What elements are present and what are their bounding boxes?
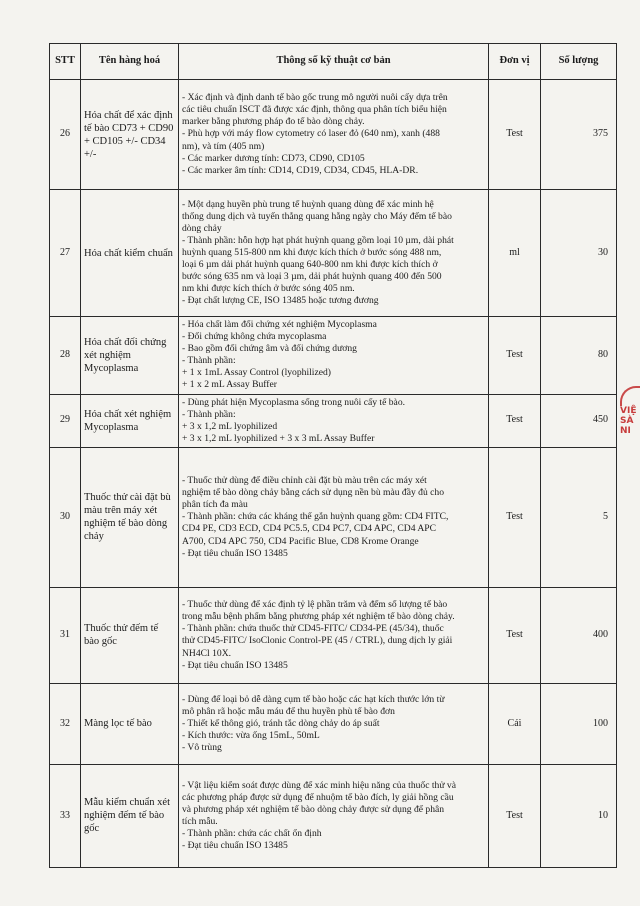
- row-spec: [179, 447, 489, 587]
- row-qty: 30: [541, 190, 617, 317]
- row-spec: [179, 317, 489, 395]
- spec-line: phân tích đa màu: [182, 499, 248, 511]
- row-stt: 33: [50, 764, 81, 867]
- spec-line: CD4 PE, CD3 ECD, CD4 PC5.5, CD4 PC7, CD4 APC, CD4 APC: [182, 523, 437, 535]
- spec-line: - Các marker dương tính: CD73, CD90, CD105: [182, 152, 365, 164]
- row-qty: 400: [541, 587, 617, 683]
- red-stamp: [620, 386, 640, 482]
- spec-line: - Phù hợp với máy flow cytometry có laser đỏ (640 nm), xanh (488: [182, 128, 440, 140]
- table-row: [50, 587, 617, 683]
- row-item-name: Thuốc thử cài đặt bù màu trên máy xét nghiệm tế bào dòng chảy: [81, 447, 179, 587]
- row-spec: [179, 764, 489, 867]
- spec-line: các tiêu chuẩn ISCT đã được xác định, thông qua phân tích biểu hiện: [182, 104, 447, 116]
- row-qty: 5: [541, 447, 617, 587]
- spec-line: tích mẫu.: [182, 815, 218, 827]
- spec-line: nghiệm tế bào dòng chảy bằng cách sử dụng nền bù màu đầy đủ cho: [182, 487, 445, 499]
- table-row: [50, 764, 617, 867]
- spec-line: - Đối chứng không chứa mycoplasma: [182, 331, 327, 343]
- spec-line: - Vô trùng: [182, 742, 222, 754]
- row-unit: Test: [489, 764, 541, 867]
- row-qty: 375: [541, 80, 617, 190]
- row-stt: 30: [50, 447, 81, 587]
- row-qty: 100: [541, 683, 617, 764]
- spec-line: - Thành phần: chứa thuốc thử CD45-FITC/ CD34-PE (45/34), thuốc: [182, 623, 444, 635]
- row-unit: Test: [489, 317, 541, 395]
- table-row: [50, 80, 617, 190]
- spec-line: A700, CD4 APC 750, CD4 Pacific Blue, CD8 Krome Orange: [182, 535, 419, 547]
- row-item-name: Hóa chất xét nghiệm Mycoplasma: [81, 394, 179, 447]
- spec-line: - Thành phần: chứa các kháng thể gắn huỳnh quang gồm: CD4 FITC,: [182, 511, 449, 523]
- row-stt: 32: [50, 683, 81, 764]
- row-unit: Test: [489, 394, 541, 447]
- table-row: [50, 190, 617, 317]
- spec-line: - Thành phần: chứa các chất ổn định: [182, 828, 322, 840]
- spec-line: - Hóa chất làm đối chứng xét nghiệm Mycoplasma: [182, 319, 377, 330]
- row-item-name: Mẫu kiểm chuẩn xét nghiệm đếm tế bào gốc: [81, 764, 179, 867]
- spec-line: huỳnh quang 515-800 nm khi được kích thích ở bước sóng 488 nm,: [182, 246, 442, 258]
- spec-line: - Các marker âm tính: CD14, CD19, CD34, CD45, HLA-DR.: [182, 164, 419, 176]
- table-row: [50, 394, 617, 447]
- spec-line: bước sóng 635 nm và loại 3 µm, dải phát huỳnh quang 400 đến 500: [182, 271, 442, 283]
- spec-line: - Bao gồm đối chứng âm và đối chứng dương: [182, 343, 357, 355]
- row-qty: 10: [541, 764, 617, 867]
- row-stt: 28: [50, 317, 81, 395]
- row-item-name: Hóa chất để xác định tế bào CD73 + CD90 + CD105 +/- CD34 +/-: [81, 80, 179, 190]
- spec-line: + 1 x 2 mL Assay Buffer: [182, 379, 277, 391]
- spec-line: - Dùng để loại bỏ dễ dàng cụm tế bào hoặc các hạt kích thước lớn từ: [182, 693, 445, 705]
- stamp-text: SÀ: [620, 416, 634, 426]
- row-item-name: Màng lọc tế bào: [81, 683, 179, 764]
- spec-line: - Đạt chất lượng CE, ISO 13485 hoặc tương đương: [182, 295, 379, 307]
- specification-table: [49, 43, 617, 868]
- row-spec: [179, 80, 489, 190]
- spec-line: - Đạt tiêu chuẩn ISO 13485: [182, 659, 288, 671]
- spec-line: - Kích thước: vừa ống 15mL, 50mL: [182, 729, 320, 741]
- spec-line: - Thuốc thử dùng để xác định tỷ lệ phần trăm và đếm số lượng tế bào: [182, 599, 448, 611]
- header-name: Tên hàng hoá: [81, 44, 179, 80]
- spec-line: + 1 x 1mL Assay Control (lyophilized): [182, 367, 331, 379]
- spec-line: - Đạt tiêu chuẩn ISO 13485: [182, 840, 288, 852]
- spec-line: + 3 x 1,2 mL lyophilized + 3 x 3 mL Assay Buffer: [182, 432, 375, 444]
- spec-line: và phương pháp xét nghiệm tế bào dòng chảy được sử dụng để phân: [182, 803, 445, 815]
- row-unit: Test: [489, 80, 541, 190]
- table-row: [50, 683, 617, 764]
- spec-line: nm), và tím (405 nm): [182, 140, 265, 152]
- spec-line: mô phân rã hoặc mẫu máu để thu huyền phù tế bào đơn: [182, 705, 395, 717]
- spec-line: nm khi được kích thích ở bước sóng 405 nm.: [182, 283, 355, 295]
- row-spec: [179, 683, 489, 764]
- row-item-name: Hóa chất đối chứng xét nghiệm Mycoplasma: [81, 317, 179, 395]
- row-stt: 26: [50, 80, 81, 190]
- spec-line: - Thiết kế thông gió, tránh tắc dòng chảy do áp suất: [182, 717, 380, 729]
- spec-line: dòng chảy: [182, 222, 222, 234]
- spec-line: - Dùng phát hiện Mycoplasma sống trong nuôi cấy tế bào.: [182, 396, 406, 408]
- spec-line: trong mẫu bệnh phẩm bằng phương pháp xét nghiệm tế bào dòng chảy.: [182, 611, 455, 623]
- spec-line: thử CD45-FITC/ IsoClonic Control-PE (45 / CTRL), dung dịch ly giải: [182, 635, 453, 647]
- spec-line: - Thành phần: hỗn hợp hạt phát huỳnh quang gồm loại 10 µm, dài phát: [182, 234, 454, 246]
- row-qty: 80: [541, 317, 617, 395]
- stamp-arc: [620, 386, 640, 406]
- spec-line: NH4Cl 10X.: [182, 647, 232, 659]
- row-item-name: Hóa chất kiểm chuẩn: [81, 190, 179, 317]
- spec-line: thống dung dịch và tuyến thẳng quang hằng ngày cho Máy đếm tế bào: [182, 210, 452, 222]
- header-qty: Số lượng: [541, 44, 617, 80]
- row-unit: Cái: [489, 683, 541, 764]
- row-unit: Test: [489, 447, 541, 587]
- row-stt: 29: [50, 394, 81, 447]
- header-spec: Thông số kỹ thuật cơ bản: [179, 44, 489, 80]
- header-stt: STT: [50, 44, 81, 80]
- stamp-text: NI: [620, 426, 631, 436]
- row-stt: 31: [50, 587, 81, 683]
- spec-line: loại 6 µm dải phát huỳnh quang 640-800 nm khi được kích thích ở: [182, 259, 438, 271]
- spec-line: - Thành phần:: [182, 355, 236, 367]
- header-unit: Đơn vị: [489, 44, 541, 80]
- spec-line: - Xác định và định danh tế bào gốc trung mô người nuôi cấy dựa trên: [182, 92, 448, 104]
- header-row: [50, 44, 617, 80]
- table-row: [50, 447, 617, 587]
- table-row: [50, 317, 617, 395]
- spec-line: - Thuốc thử dùng để điều chỉnh cài đặt bù màu trên các máy xét: [182, 475, 427, 487]
- row-stt: 27: [50, 190, 81, 317]
- row-spec: [179, 587, 489, 683]
- row-qty: 450: [541, 394, 617, 447]
- row-unit: Test: [489, 587, 541, 683]
- spec-line: - Vật liệu kiểm soát được dùng để xác minh hiệu năng của thuốc thử và: [182, 779, 456, 791]
- row-item-name: Thuốc thử đếm tế bào gốc: [81, 587, 179, 683]
- row-spec: [179, 190, 489, 317]
- row-unit: ml: [489, 190, 541, 317]
- row-spec: [179, 394, 489, 447]
- spec-line: - Thành phần:: [182, 408, 236, 420]
- spec-line: - Đạt tiêu chuẩn ISO 13485: [182, 547, 288, 559]
- spec-line: marker bằng phương pháp đo tế bào dòng chảy.: [182, 116, 365, 128]
- spec-line: các phương pháp được sử dụng để nhuộm tế bào đích, ly giải hồng cầu: [182, 791, 454, 803]
- spec-line: + 3 x 1,2 mL lyophilized: [182, 420, 278, 432]
- spec-line: - Một dạng huyền phù trung tế huỳnh quang dùng để xác minh hệ: [182, 198, 434, 210]
- stamp-text: VIỆ: [620, 406, 637, 416]
